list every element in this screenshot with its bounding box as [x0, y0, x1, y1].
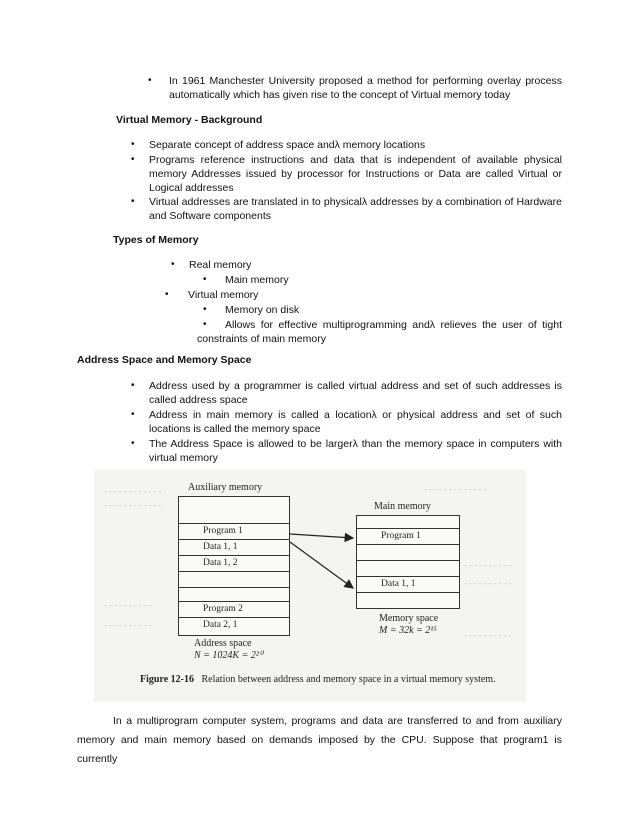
- bullet-icon: •: [171, 259, 175, 270]
- scan-artifact: - - - - - - - - - -: [104, 620, 152, 630]
- address-space-label: Address space: [194, 638, 252, 649]
- bullet-icon: •: [203, 304, 207, 315]
- scan-artifact: - - - - - - - - - -: [464, 578, 512, 588]
- scan-artifact: - - - - - - - - - - - - -: [424, 484, 487, 494]
- vm-item-3: Virtual addresses are translated in to physicalλ addresses by a combination of Hardware and Software components: [149, 196, 562, 222]
- vm-item-1: Separate concept of address space andλ memory locations: [149, 139, 426, 151]
- figure-caption-text: Relation between address and memory space in a virtual memory system.: [201, 674, 496, 685]
- aux-cell: Program 2: [179, 601, 289, 617]
- scan-artifact: - - - - - - - - - -: [464, 560, 512, 570]
- vm-background-heading: Virtual Memory - Background: [116, 114, 263, 126]
- scan-artifact: - - - - - - - - - -: [464, 630, 512, 640]
- memory-space-label: Memory space: [379, 613, 439, 624]
- scan-artifact: - - - - - - - - - -: [104, 600, 152, 610]
- addr-item-2: Address in main memory is called a locationλ or physical address and set of such locations is called the memory space: [149, 409, 562, 435]
- mapping-arrows: [94, 470, 526, 702]
- bullet-icon: •: [131, 154, 135, 165]
- aux-cell: Program 1: [179, 523, 289, 539]
- multiprogramming-item: Allows for effective multiprogramming andλ relieves the user of tight constraints of main memory: [197, 319, 562, 345]
- aux-cell: Data 1, 1: [179, 539, 289, 555]
- closing-paragraph: In a multiprogram computer system, programs and data are transferred to and from auxiliary memory and main memory based on demands imposed by the CPU. Suppose that program1 is currently: [77, 715, 562, 765]
- main-memory-item: Main memory: [225, 274, 289, 286]
- main-cell: Data 1, 1: [357, 576, 459, 592]
- bullet-icon: •: [203, 319, 207, 330]
- bullet-icon: •: [131, 438, 135, 449]
- scan-artifact: - - - - - - - - - - - -: [104, 486, 162, 496]
- memory-space-formula: M = 32k = 2¹⁵: [379, 625, 437, 636]
- bullet-icon: •: [165, 289, 169, 300]
- aux-cell: Data 1, 2: [179, 555, 289, 571]
- types-heading: Types of Memory: [113, 234, 199, 246]
- figure-number: Figure 12-16: [140, 674, 194, 685]
- main-cell: Program 1: [357, 528, 459, 544]
- bullet-icon: •: [131, 139, 135, 150]
- bullet-icon: •: [203, 274, 207, 285]
- aux-cell: Data 2, 1: [179, 617, 289, 633]
- bullet-icon: •: [131, 409, 135, 420]
- address-space-heading: Address Space and Memory Space: [77, 354, 252, 366]
- memory-on-disk-item: Memory on disk: [225, 304, 300, 316]
- address-space-formula: N = 1024K = 2²⁰: [194, 650, 263, 661]
- intro-text: In 1961 Manchester University proposed a method for performing overlay process automatically which has given rise to the concept of Virtual memory today: [169, 75, 562, 101]
- addr-item-1: Address used by a programmer is called virtual address and set of such addresses is called address space: [149, 380, 562, 406]
- arrow-data11: [290, 542, 353, 588]
- addr-item-3: The Address Space is allowed to be largerλ than the memory space in computers with virtual memory: [149, 438, 562, 464]
- real-memory-item: Real memory: [189, 259, 252, 271]
- figure-caption: [140, 674, 520, 685]
- virtual-memory-item: Virtual memory: [188, 289, 259, 301]
- main-memory-title: Main memory: [374, 501, 431, 512]
- aux-memory-title: Auxiliary memory: [188, 482, 263, 493]
- arrow-program1: [290, 534, 353, 538]
- vm-item-2: Programs reference instructions and data that is independent of available physical memory Addresses issued by processor for Instructions or Data are called Virtual or Logical addresses: [149, 154, 562, 194]
- bullet-icon: •: [131, 196, 135, 207]
- scan-artifact: - - - - - - - - - - - -: [104, 500, 162, 510]
- figure-12-16: [94, 470, 526, 702]
- bullet-icon: •: [131, 380, 135, 391]
- bullet-icon: •: [148, 75, 152, 86]
